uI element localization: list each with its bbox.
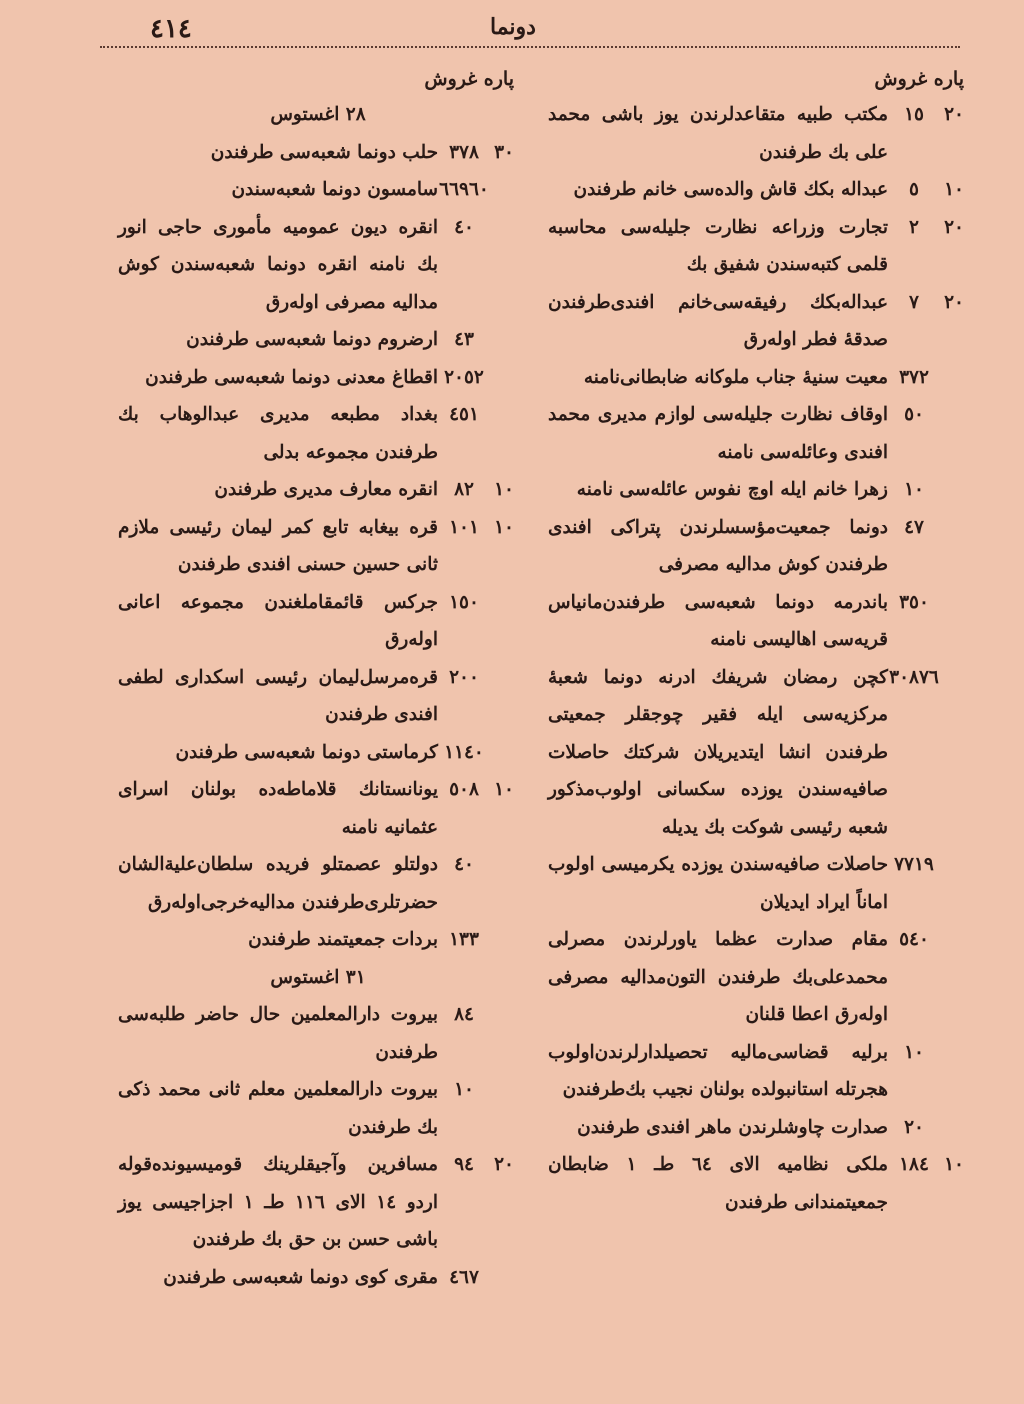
- amount: [438, 321, 518, 359]
- amount-para: [940, 584, 968, 659]
- entry-description: عبداله بکك قاش والده‌سی خانم طرفندن: [573, 179, 888, 200]
- entry-description: بردات جمعیتمند طرفندن: [248, 929, 438, 950]
- entry-description: اقطاغ معدنی دونما شعبه‌سی طرفندن: [145, 366, 438, 388]
- entry-description: بیروت دارالمعلمین معلم ثانی محمد ذکی بك طرفندن: [118, 1079, 438, 1138]
- entry-description: دونما جمعیت‌مؤسسلرندن پتراکی افندی طرفندن کوش مدالیه مصرفی: [548, 516, 888, 575]
- ledger-entry: [118, 921, 518, 959]
- entry-description: باندرمه دونما شعبه‌سی طرفندن‌مانیاس قریه‌سی اهالیسی نامنه: [548, 591, 888, 650]
- amount-para: [490, 921, 518, 959]
- amount-gurus: ١٠١: [449, 516, 479, 538]
- entry-description: مسافرین وآجیقلرینك قومیسیونده‌قوله اردو ١٤ الای ١١٦ طـ ١ اجزاجیسی یوز باشی حسن بن حق بك طرفندن: [118, 1154, 438, 1250]
- entry-description: معیت سنیهٔ جناب ملوکانه ضابطانی‌نامنه: [583, 366, 888, 388]
- running-title: دونما: [490, 14, 536, 40]
- amount-gurus: ٣٥٠: [899, 591, 929, 613]
- amount-gurus: ٤٥١: [449, 404, 479, 425]
- amount: [438, 1259, 518, 1297]
- amount: [888, 509, 968, 584]
- amount-gurus: ٥٠: [904, 404, 924, 425]
- right-entries: [548, 96, 968, 1221]
- entry-description: دولتلو عصمتلو فریده سلطان‌علیةالشان حضرتلری‌طرفندن مدالیه‌خرجی‌اوله‌رق: [118, 854, 438, 913]
- amount-para: ١٠: [494, 479, 514, 500]
- page-number: ٤١٤: [150, 14, 192, 44]
- ledger-entry: [118, 846, 518, 921]
- ledger-entry: [548, 284, 968, 359]
- entry-description: قره‌مرسل‌لیمان رئیسی اسکداری لطفی افندی طرفندن: [118, 666, 438, 725]
- ledger-entry: [118, 1259, 518, 1297]
- amount: [438, 209, 518, 322]
- amount-gurus: ٣٧٨: [449, 141, 479, 163]
- entry-description: انقره دیون عمومیه مأموری حاجی انور بك نامنه انقره دونما شعبه‌سندن کوش مدالیه مصرفی اوله‌رق: [118, 216, 438, 313]
- entry-description: مقام صدارت عظما یاورلرندن مصرلی محمدعلی‌بك طرفندن التون‌مدالیه مصرفی اوله‌رق اعطا قلنان: [548, 929, 888, 1025]
- amount-para: [490, 321, 518, 359]
- ledger-entry: [118, 1071, 518, 1146]
- amount-gurus: ١٠: [904, 479, 924, 500]
- entry-description: تجارت وزراعه نظارت جلیله‌سی محاسبه قلمی کتبه‌سندن شفیق بك: [548, 216, 888, 275]
- ledger-entry: [548, 921, 968, 1034]
- amount-para: ٢٠: [944, 216, 964, 238]
- amount-gurus: ٥٠٨: [449, 779, 479, 800]
- amount-para: [940, 509, 968, 584]
- ledger-entry: [548, 209, 968, 284]
- entry-description: ارضروم دونما شعبه‌سی طرفندن: [186, 329, 438, 350]
- left-column: [118, 62, 518, 1296]
- entry-description: قره بیغابه تابع کمر لیمان رئیسی ملازم ثانی حسین حسنی افندی طرفندن: [118, 516, 438, 575]
- entry-description: یونانستانك قلاماطه‌ده بولنان اسرای عثمانیه نامنه: [118, 779, 438, 838]
- amount-gurus: ٧٧١٩: [894, 854, 934, 875]
- amount: [888, 284, 968, 359]
- amount-para: [490, 396, 518, 471]
- entry-description: حاصلات صافیه‌سندن یوزده یکرمیسی اولوب اماناً ایراد ایدیلان: [548, 854, 888, 913]
- amount: [438, 584, 518, 659]
- amount-gurus: ١٠: [454, 1079, 474, 1100]
- ledger-entry: [548, 584, 968, 659]
- amount: [888, 171, 968, 209]
- amount: [888, 1109, 968, 1147]
- entry-description: بیروت دارالمعلمین حال حاضر طلبه‌سی طرفندن: [118, 1004, 438, 1063]
- amount-gurus: ٣٧٢: [899, 366, 929, 388]
- entry-description: برلیه قضاسی‌مالیه تحصیلدارلرندن‌اولوب هجرتله استانبولده بولنان نجیب بك‌طرفندن: [548, 1041, 888, 1100]
- amount-gurus: ١٥٠: [449, 591, 479, 613]
- amount: [438, 1071, 518, 1146]
- ledger-entry: [548, 846, 968, 921]
- amount-para: [490, 1071, 518, 1146]
- ledger-entry: [118, 209, 518, 322]
- amount: [888, 846, 968, 921]
- amount: [438, 396, 518, 471]
- amount: [888, 1034, 968, 1109]
- entry-description: کچن رمضان شریفك ادرنه دونما شعبهٔ مرکزیه‌سی ایله فقیر چوجقلر جمعیتی طرفندن انشا ایتدیریلان شرکتك حاصلات صافیه‌سندن یوزده سکسانی اولوب‌مذکور شعبه رئیسی شوکت بك یدیله: [548, 666, 888, 838]
- amount-gurus: ١١٤٠: [444, 741, 484, 763]
- amount-para: ٣٠: [494, 141, 514, 163]
- entry-description: مقری کوی دونما شعبه‌سی طرفندن: [163, 1266, 438, 1288]
- amount-gurus: ٨٢: [454, 479, 474, 500]
- amount-gurus: ٧: [909, 291, 919, 313]
- entry-description: انقره معارف مدیری طرفندن: [214, 479, 438, 500]
- entry-description: بغداد مطبعه مدیری عبدالوهاب بك طرفندن مجموعه بدلی: [118, 404, 438, 463]
- amount-gurus: ٤٣: [454, 329, 474, 350]
- amount: [438, 509, 518, 584]
- entry-description: سامسون دونما شعبه‌سندن: [231, 179, 438, 200]
- amount: [888, 209, 968, 284]
- amount: [888, 584, 968, 659]
- ledger-entry: [548, 471, 968, 509]
- amount: [438, 359, 518, 397]
- entry-description: مکتب طبیه متقاعدلرندن یوز باشی محمد علی بك طرفندن: [548, 104, 888, 163]
- amount: [438, 471, 518, 509]
- amount-para: [940, 846, 968, 921]
- amount-gurus: ٨٤: [454, 1004, 474, 1025]
- amount-gurus: ٢٠٥٢: [444, 366, 484, 388]
- entry-description: حلب دونما شعبه‌سی طرفندن: [210, 141, 438, 163]
- amount-para: [940, 921, 968, 1034]
- amount-para: ١٠: [944, 1154, 964, 1175]
- entry-description: اوقاف نظارت جلیله‌سی لوازم مدیری محمد افندی وعائله‌سی نامنه: [548, 404, 888, 463]
- left-entries: [118, 96, 518, 1296]
- amount-gurus: ١٣٣: [449, 929, 479, 950]
- amount: [888, 359, 968, 397]
- amount-gurus: ٢: [909, 216, 919, 238]
- ledger-entry: [118, 659, 518, 734]
- amount-para: [490, 734, 518, 772]
- column-heading: پاره غروش: [424, 68, 514, 90]
- ledger-entry: [548, 1109, 968, 1147]
- amount: [438, 996, 518, 1071]
- ledger-entry: [118, 171, 518, 209]
- entry-description: زهرا خانم ایله اوچ نفوس عائله‌سی نامنه: [576, 479, 888, 500]
- ledger-entry: [118, 471, 518, 509]
- amount-para: [490, 996, 518, 1071]
- amount-gurus: ٢٠: [904, 1116, 924, 1138]
- date-heading: ٢٨ اغستوس: [270, 104, 366, 125]
- amount: [438, 734, 518, 772]
- amount-para: [490, 1259, 518, 1297]
- right-column: [548, 62, 968, 1221]
- amount: [888, 659, 968, 847]
- amount-para: ٢٠: [944, 291, 964, 313]
- ledger-entry: [548, 396, 968, 471]
- entry-description: ملکی نظامیه الای ٦٤ طـ ١ ضابطان جمعیتمندانی طرفندن: [548, 1154, 888, 1213]
- entry-description: جرکس قائمقاملغندن مجموعه اعانی اوله‌رق: [118, 591, 438, 650]
- amount-para: [490, 659, 518, 734]
- amount: [888, 396, 968, 471]
- amount-para: [490, 359, 518, 397]
- amount: [438, 921, 518, 959]
- amount-gurus: ٥٤٠: [899, 929, 929, 950]
- amount-para: [940, 359, 968, 397]
- ledger-entry: [548, 1146, 968, 1221]
- column-heading: پاره غروش: [874, 68, 964, 90]
- ledger-entry: [118, 1146, 518, 1259]
- amount-gurus: ١٠: [904, 1041, 924, 1063]
- amount: [438, 171, 518, 209]
- amount-para: [490, 209, 518, 322]
- ledger-entry: [548, 509, 968, 584]
- amount: [438, 771, 518, 846]
- amount-gurus: ٤٧: [904, 516, 924, 538]
- entry-description: کرماستی دونما شعبه‌سی طرفندن: [175, 741, 438, 763]
- ledger-entry: [118, 134, 518, 172]
- ledger-entry: [118, 321, 518, 359]
- header-rule: [100, 46, 960, 48]
- amount: [888, 1146, 968, 1221]
- entry-description: صدارت چاوشلرندن ماهر افندی طرفندن: [577, 1116, 888, 1138]
- amount-gurus: ٩٤: [454, 1154, 474, 1175]
- ledger-entry: [118, 509, 518, 584]
- amount-para: [940, 1034, 968, 1109]
- amount: [438, 134, 518, 172]
- ledger-entry: [548, 359, 968, 397]
- ledger-entry: [118, 396, 518, 471]
- amount-gurus: ٦٦٩٦٠: [439, 179, 489, 200]
- date-heading: ٣١ اغستوس: [270, 966, 366, 988]
- amount-para: [490, 846, 518, 921]
- ledger-entry: [548, 659, 968, 847]
- amount-gurus: ٥: [909, 179, 919, 200]
- amount-gurus: ٤٠: [454, 854, 474, 875]
- amount-para: [940, 396, 968, 471]
- amount: [888, 96, 968, 171]
- amount: [438, 1146, 518, 1259]
- ledger-entry: [118, 359, 518, 397]
- ledger-entry: [118, 734, 518, 772]
- ledger-entry: [118, 584, 518, 659]
- amount-para: ١٠: [494, 516, 514, 538]
- amount-para: [940, 1109, 968, 1147]
- ledger-entry: [548, 1034, 968, 1109]
- amount-para: ٢٠: [494, 1154, 514, 1175]
- amount-para: ١٠: [494, 779, 514, 800]
- amount: [438, 659, 518, 734]
- amount-para: ٢٠: [944, 104, 964, 125]
- amount-gurus: ١٨٤: [899, 1154, 929, 1175]
- amount: [888, 921, 968, 1034]
- amount-para: [490, 584, 518, 659]
- ledger-entry: [548, 171, 968, 209]
- amount-gurus: ٢٠٠: [449, 666, 479, 688]
- amount-gurus: ٣٠٨٧٦: [889, 666, 939, 688]
- amount-gurus: ٤٠: [454, 216, 474, 238]
- amount-gurus: ١٥: [904, 104, 924, 125]
- ledger-entry: [118, 771, 518, 846]
- ledger-entry: [118, 996, 518, 1071]
- ledger-entry: [548, 96, 968, 171]
- amount-para: [490, 171, 518, 209]
- amount-para: [940, 471, 968, 509]
- amount-para: [940, 659, 968, 847]
- amount: [438, 846, 518, 921]
- amount-para: ١٠: [944, 179, 964, 200]
- entry-description: عبداله‌بکك رفیقه‌سی‌خانم افندی‌طرفندن صدقهٔ فطر اوله‌رق: [548, 291, 888, 350]
- amount: [888, 471, 968, 509]
- amount-gurus: ٤٦٧: [449, 1266, 479, 1288]
